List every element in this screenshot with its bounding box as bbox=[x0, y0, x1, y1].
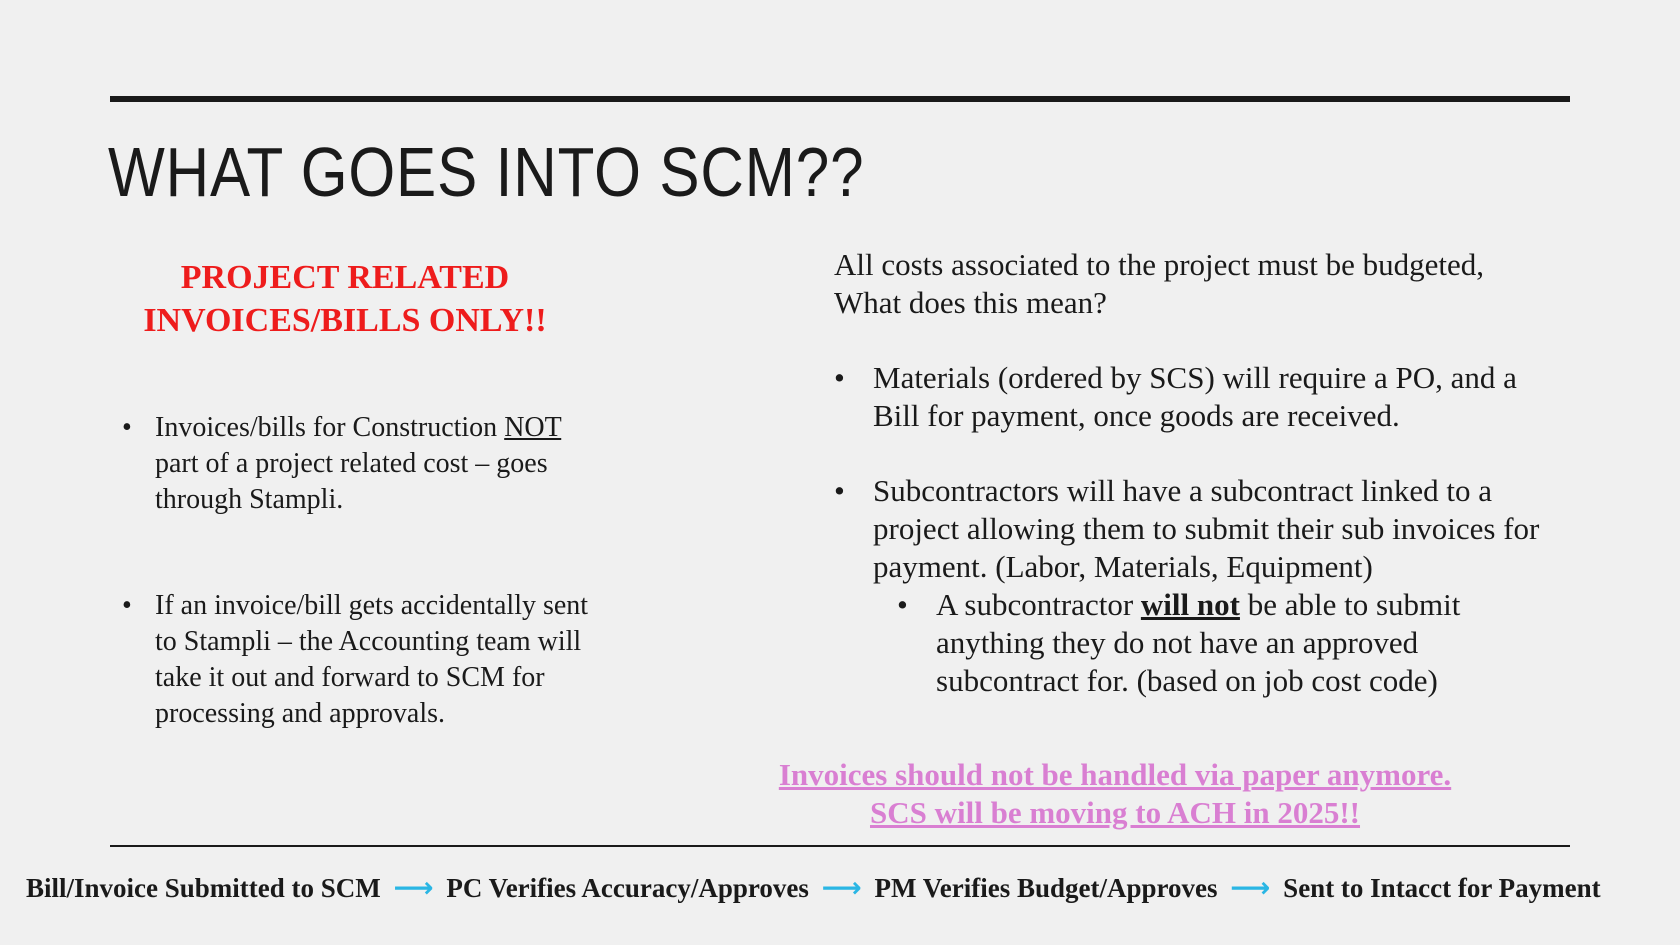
flow-step-submit: Bill/Invoice Submitted to SCM bbox=[26, 872, 381, 903]
right-sub-bullet bbox=[897, 586, 1517, 700]
left-bullet2-text: If an invoice/bill gets accidentally sent to Stampli – the Accounting team will take it out and forward to SCM for processing and approvals. bbox=[155, 590, 589, 729]
bullet-icon: • bbox=[834, 473, 845, 508]
payment-note bbox=[715, 756, 1515, 832]
approval-flow bbox=[26, 868, 1666, 905]
right-bullet2-text: Subcontractors will have a subcontract linked to a project allowing them to submit their sub invoices for payment. (Labor, Materials, Equipment) bbox=[873, 473, 1540, 584]
left-bullet1-text-b: part of a project related cost – goes through Stampli. bbox=[155, 448, 548, 515]
right-sub-text-b: be able to submit anything they do not have an approved subcontract for. (based on job cost code) bbox=[936, 587, 1461, 698]
right-sub-text-a: A subcontractor bbox=[936, 587, 1141, 622]
left-bullet1-underlined: NOT bbox=[504, 412, 562, 443]
left-heading bbox=[110, 256, 580, 342]
arrow-right-icon: ⟶ bbox=[393, 870, 434, 904]
bullet-icon: • bbox=[897, 587, 908, 622]
left-bullet-stampli bbox=[122, 410, 592, 518]
flow-step-pm-verify: PM Verifies Budget/Approves bbox=[874, 872, 1218, 903]
bullet-icon: • bbox=[122, 590, 132, 621]
arrow-right-icon: ⟶ bbox=[821, 870, 862, 904]
bottom-divider bbox=[110, 845, 1570, 847]
left-bullet-forwarding bbox=[122, 588, 602, 732]
flow-step-pc-verify: PC Verifies Accuracy/Approves bbox=[446, 872, 809, 903]
left-heading-line2: INVOICES/BILLS ONLY!! bbox=[143, 302, 547, 339]
bullet-icon: • bbox=[834, 360, 845, 395]
right-bullet-subcontractors bbox=[834, 472, 1554, 586]
left-bullet1-text-a: Invoices/bills for Construction bbox=[155, 412, 505, 443]
left-heading-line1: PROJECT RELATED bbox=[180, 259, 510, 296]
right-bullet-materials bbox=[834, 359, 1554, 435]
flow-step-intacct: Sent to Intacct for Payment bbox=[1283, 872, 1601, 903]
right-bullet1-text: Materials (ordered by SCS) will require a PO, and a Bill for payment, once goods are received. bbox=[873, 360, 1517, 433]
right-sub-emphasis: will not bbox=[1140, 587, 1240, 622]
bullet-icon: • bbox=[122, 412, 132, 443]
payment-note-line2: SCS will be moving to ACH in 2025!! bbox=[869, 795, 1361, 830]
arrow-right-icon: ⟶ bbox=[1230, 870, 1271, 904]
payment-note-line1: Invoices should not be handled via paper anymore. bbox=[778, 757, 1452, 792]
right-intro-text: All costs associated to the project must be budgeted, What does this mean? bbox=[834, 247, 1484, 320]
slide-title: WHAT GOES INTO SCM?? bbox=[108, 133, 865, 211]
top-divider bbox=[110, 96, 1570, 102]
